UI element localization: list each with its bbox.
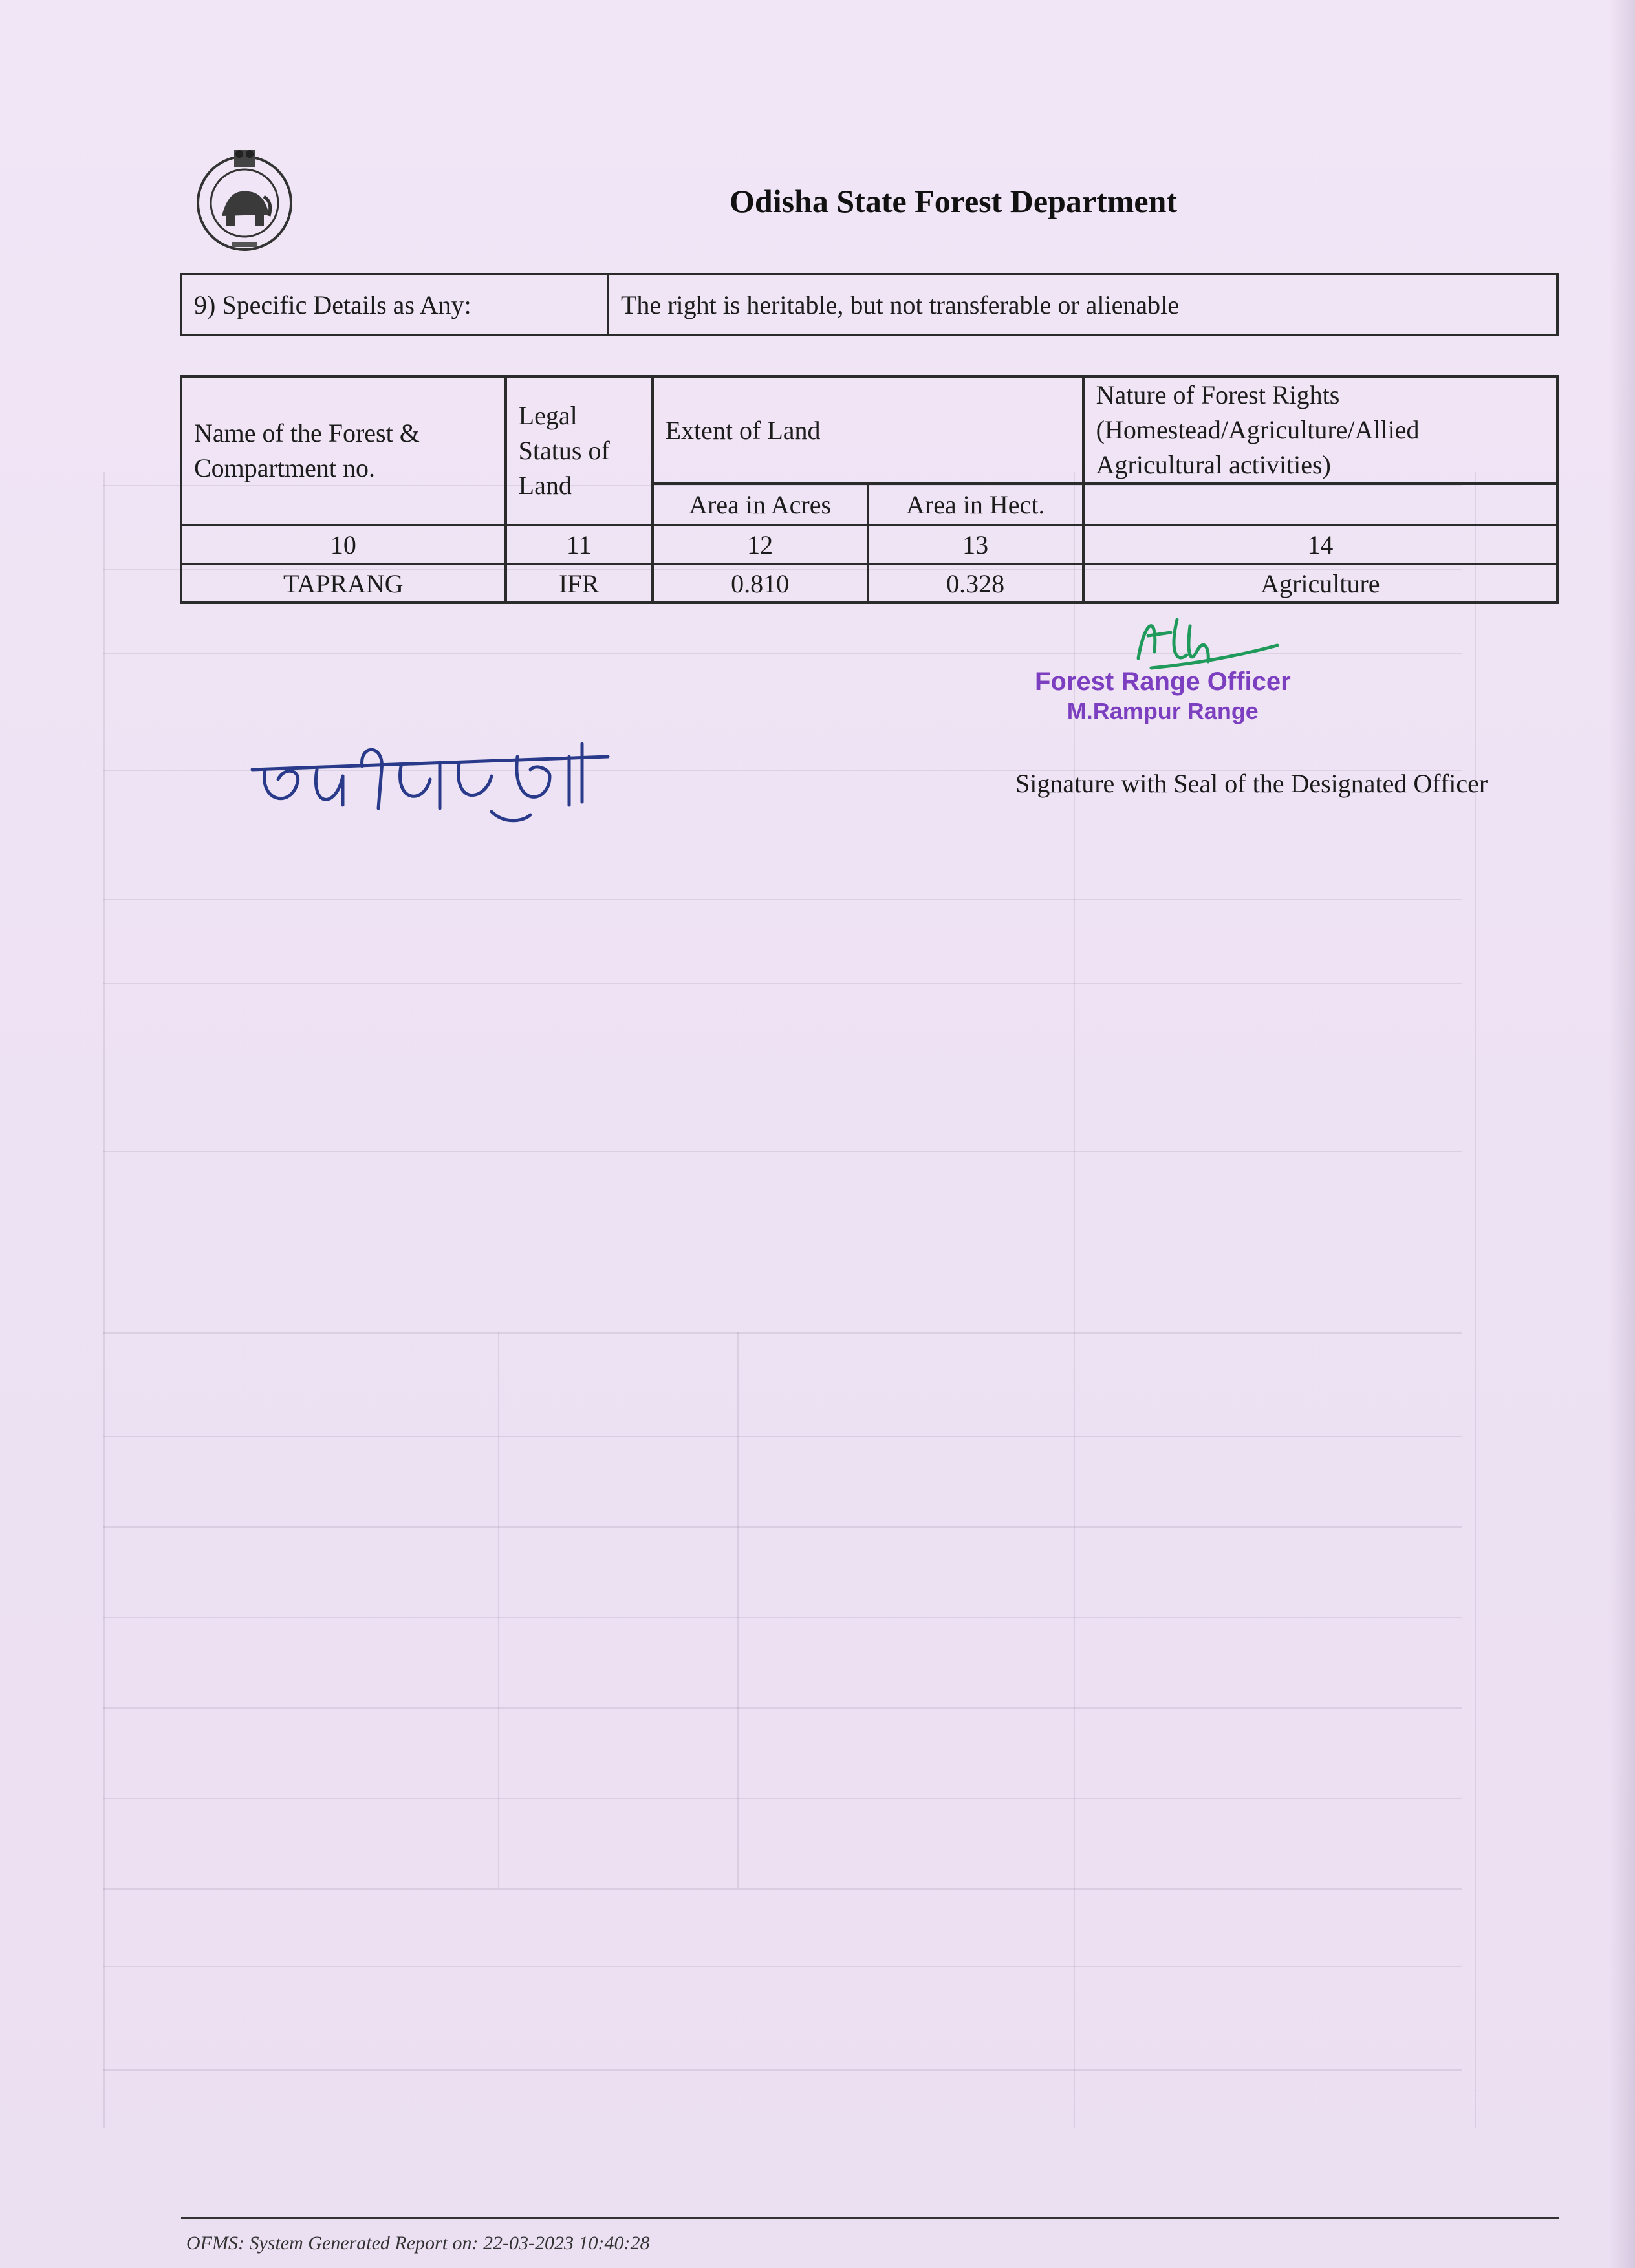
page-title: Odisha State Forest Department <box>730 183 1178 219</box>
col-legal-status-header: Legal Status of Land <box>506 376 653 525</box>
forest-range-officer-stamp <box>1035 666 1291 725</box>
col-number: 11 <box>506 525 653 564</box>
table-row <box>181 564 1557 603</box>
sub-hect-header: Area in Hect. <box>868 484 1083 525</box>
footer-divider <box>181 2217 1559 2219</box>
sub-acres-header: Area in Acres <box>653 484 868 525</box>
signature-caption: Signature with Seal of the Designated Officer <box>1015 769 1488 798</box>
odisha-emblem-icon <box>193 145 296 255</box>
page-edge-shadow <box>1609 0 1635 2268</box>
stamp-line-2: M.Rampur Range <box>1067 698 1259 724</box>
forest-name-cell: TAPRANG <box>181 564 506 603</box>
col-forest-name-header: Name of the Forest & Compartment no. <box>181 376 506 525</box>
area-acres-cell: 0.810 <box>653 564 868 603</box>
col-number: 13 <box>868 525 1083 564</box>
specific-details-label: 9) Specific Details as Any: <box>181 274 608 335</box>
forest-rights-table <box>180 375 1559 604</box>
specific-details-value: The right is heritable, but not transferable or alienable <box>608 274 1557 335</box>
legal-status-cell: IFR <box>506 564 653 603</box>
nature-cell: Agriculture <box>1083 564 1557 603</box>
stamp-line-1: Forest Range Officer <box>1035 667 1291 696</box>
col-number: 14 <box>1083 525 1557 564</box>
col-number: 10 <box>181 525 506 564</box>
col-number: 12 <box>653 525 868 564</box>
specific-details-table <box>180 273 1559 336</box>
col-nature-header: Nature of Forest Rights (Homestead/Agriculture/Allied Agricultural activities) <box>1083 376 1557 484</box>
footer-text: OFMS: System Generated Report on: 22-03-2023 10:40:28 <box>186 2232 650 2254</box>
col-extent-header: Extent of Land <box>653 376 1083 484</box>
nature-sub-blank <box>1083 484 1557 525</box>
holder-handwritten-signature <box>246 731 621 828</box>
area-hect-cell: 0.328 <box>868 564 1083 603</box>
